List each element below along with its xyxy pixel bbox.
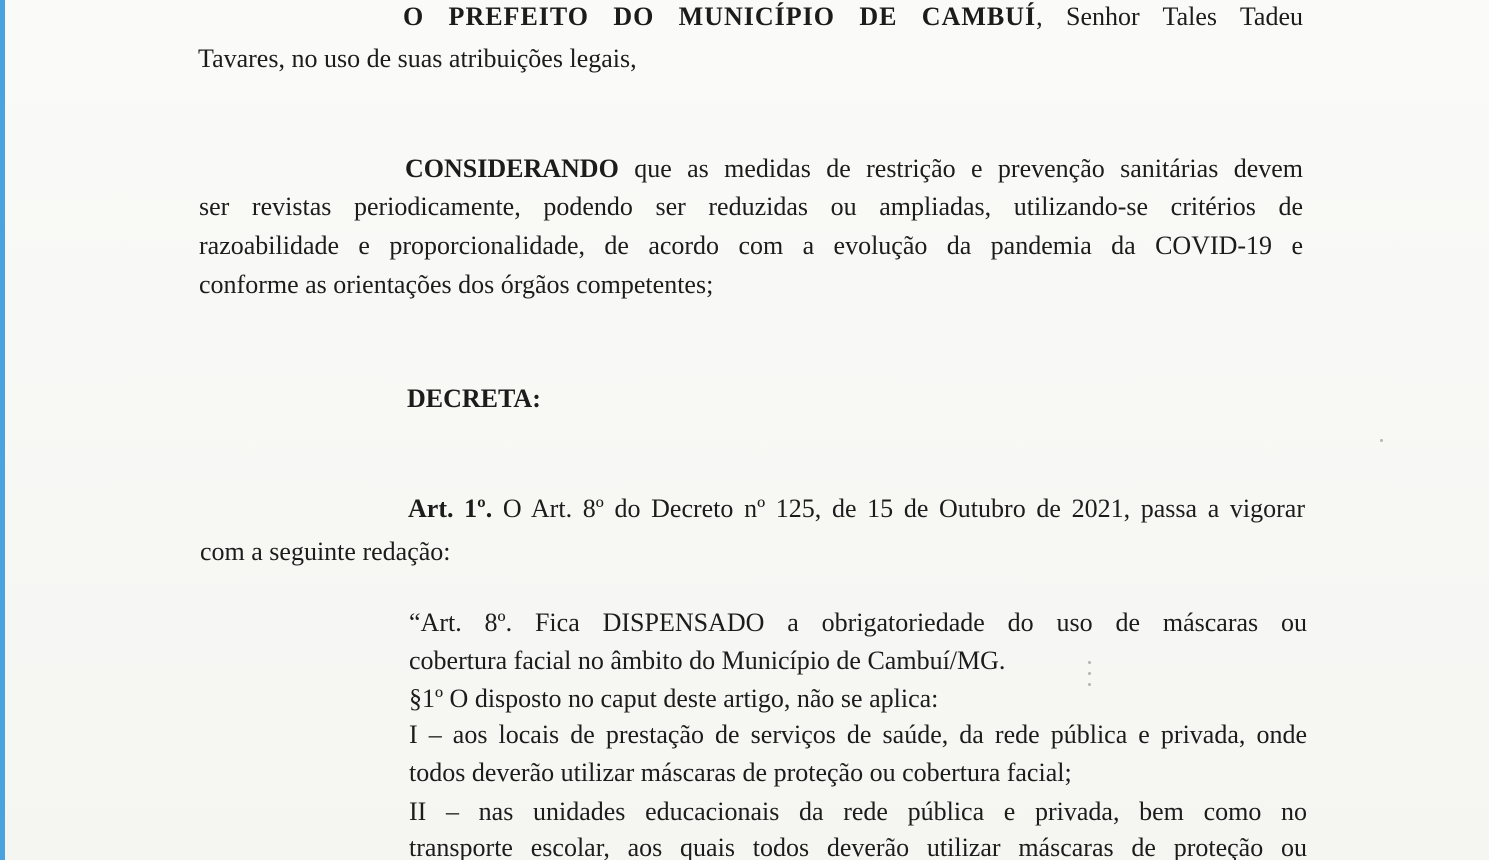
mayor-title: O PREFEITO DO MUNICÍPIO DE CAMBUÍ [403, 2, 1037, 31]
art8-item-ii-line-2: transporte escolar, aos quais todos deverão utilizar máscaras de proteção ou [409, 833, 1307, 860]
considerando-text: que as medidas de restrição e prevenção sanitárias devem [618, 154, 1303, 183]
decreta-heading: DECRETA: [407, 384, 541, 413]
art8-item-i-line-1: I – aos locais de prestação de serviços de saúde, da rede pública e privada, onde [409, 720, 1307, 749]
considerando-line-3: razoabilidade e proporcionalidade, de acordo com a evolução da pandemia da COVID-19 e [199, 231, 1303, 260]
art8-line-1: “Art. 8º. Fica DISPENSADO a obrigatoriedade do uso de máscaras ou [409, 608, 1307, 637]
art1-line-1 [408, 494, 1305, 524]
considerando-line-4: conforme as orientações dos órgãos competentes; [199, 270, 714, 299]
considerando-line-1 [405, 154, 1303, 184]
scan-speck [1088, 672, 1091, 675]
preamble-line-2: Tavares, no uso de suas atribuições legais, [198, 44, 637, 73]
considerando-line-2: ser revistas periodicamente, podendo ser reduzidas ou ampliadas, utilizando-se critérios de [199, 192, 1303, 221]
art8-line-2: cobertura facial no âmbito do Município de Cambuí/MG. [409, 646, 1006, 675]
art1-line-2: com a seguinte redação: [200, 537, 451, 566]
art1-text: O Art. 8º do Decreto nº 125, de 15 de Outubro de 2021, passa a vigorar [492, 494, 1305, 523]
document-page [5, 0, 1489, 860]
scan-speck [1380, 439, 1383, 442]
art1-label: Art. 1º. [408, 494, 493, 523]
mayor-name: , Senhor Tales Tadeu [1036, 2, 1304, 31]
scan-speck [1088, 661, 1091, 664]
preamble-line-1 [403, 2, 1303, 32]
art8-item-ii-line-1: II – nas unidades educacionais da rede pública e privada, bem como no [409, 797, 1307, 826]
scan-speck [1088, 683, 1091, 686]
art8-paragraph-1: §1º O disposto no caput deste artigo, não se aplica: [409, 684, 939, 713]
art8-item-i-line-2: todos deverão utilizar máscaras de proteção ou cobertura facial; [409, 758, 1072, 787]
considerando-label: CONSIDERANDO [405, 154, 619, 183]
